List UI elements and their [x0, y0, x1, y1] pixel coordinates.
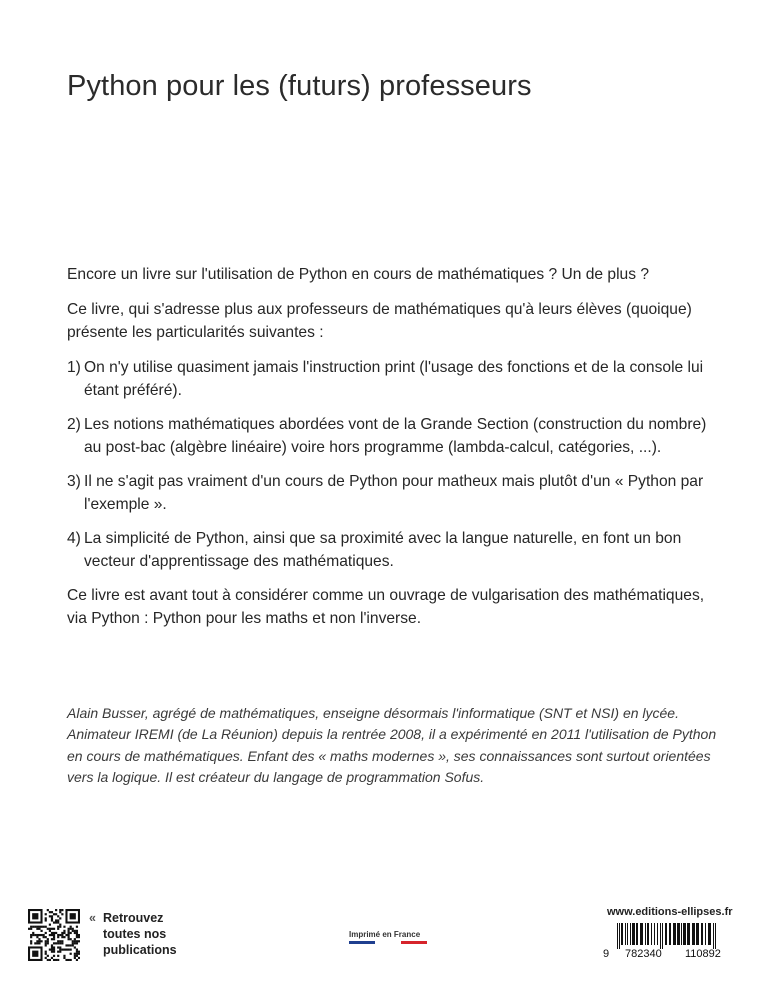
list-item	[67, 413, 715, 459]
book-title: Python pour les (futurs) professeurs	[67, 70, 532, 102]
list-item-text: La simplicité de Python, ainsi que sa proximité avec la langue naturelle, en font un bon vecteur d'apprentissage des mathématiques.	[84, 530, 682, 570]
chevron-left-icon: «	[89, 911, 96, 925]
flag-stripe-white	[375, 941, 401, 944]
retrouvez-line-1: Retrouvez	[103, 911, 164, 925]
list-item-number: 4)	[67, 530, 81, 547]
publisher-website[interactable]: www.editions-ellipses.fr	[607, 906, 733, 918]
flag-stripe-blue	[349, 941, 375, 944]
retrouvez-line-3: publications	[103, 943, 177, 957]
conclusion-paragraph: Ce livre est avant tout à considérer comme un ouvrage de vulgarisation des mathématiques, via Python : Python pour les maths et non l'inverse.	[67, 587, 705, 627]
retrouvez-publications-text	[89, 910, 177, 958]
barcode-icon	[603, 923, 748, 949]
list-item-number: 2)	[67, 416, 81, 433]
list-item	[67, 356, 715, 402]
author-bio: Alain Busser, agrégé de mathématiques, enseigne désormais l'informatique (SNT et NSI) en lycée. Animateur IREMI (de La Réunion) depuis la rentrée 2008, il a expérimenté en 2011 l'utilisation de Python en cours de mathématiques. Enfant des « maths modernes », ses connaissances sont surtout orientées vers la logique. Il est créateur du langage de programmation Sofus.	[67, 705, 717, 785]
isbn-digit-group-2: 110892	[685, 948, 721, 960]
list-item-text: Il ne s'agit pas vraiment d'un cours de Python pour matheux mais plutôt d'un « Python par l'exemple ».	[84, 473, 704, 513]
imprime-en-france-label: Imprimé en France	[349, 930, 421, 939]
french-flag-icon	[349, 941, 427, 944]
list-item-number: 1)	[67, 359, 81, 376]
list-item	[67, 470, 715, 516]
isbn-digit-group-1: 782340	[625, 948, 662, 960]
list-item-text: On n'y utilise quasiment jamais l'instruction print (l'usage des fonctions et de la console lui étant préféré).	[84, 359, 704, 399]
intro-paragraph-2: Ce livre, qui s'adresse plus aux professeurs de mathématiques qu'à leurs élèves (quoique) présente les particularités suivantes :	[67, 301, 692, 341]
list-item	[67, 527, 715, 573]
flag-stripe-red	[401, 941, 427, 944]
publications-link[interactable]	[28, 909, 177, 961]
list-item-text: Les notions mathématiques abordées vont de la Grande Section (construction du nombre) au post-bac (algèbre linéaire) voire hors programme (lambda-calcul, catégories, ...).	[84, 416, 707, 456]
intro-paragraph-1: Encore un livre sur l'utilisation de Python en cours de mathématiques ? Un de plus ?	[67, 266, 650, 283]
isbn-digit-prefix: 9	[603, 948, 610, 960]
retrouvez-line-2: toutes nos	[103, 927, 167, 941]
qr-code-icon[interactable]	[28, 909, 80, 961]
back-cover-description	[67, 263, 715, 630]
features-list	[67, 356, 715, 573]
list-item-number: 3)	[67, 473, 81, 490]
